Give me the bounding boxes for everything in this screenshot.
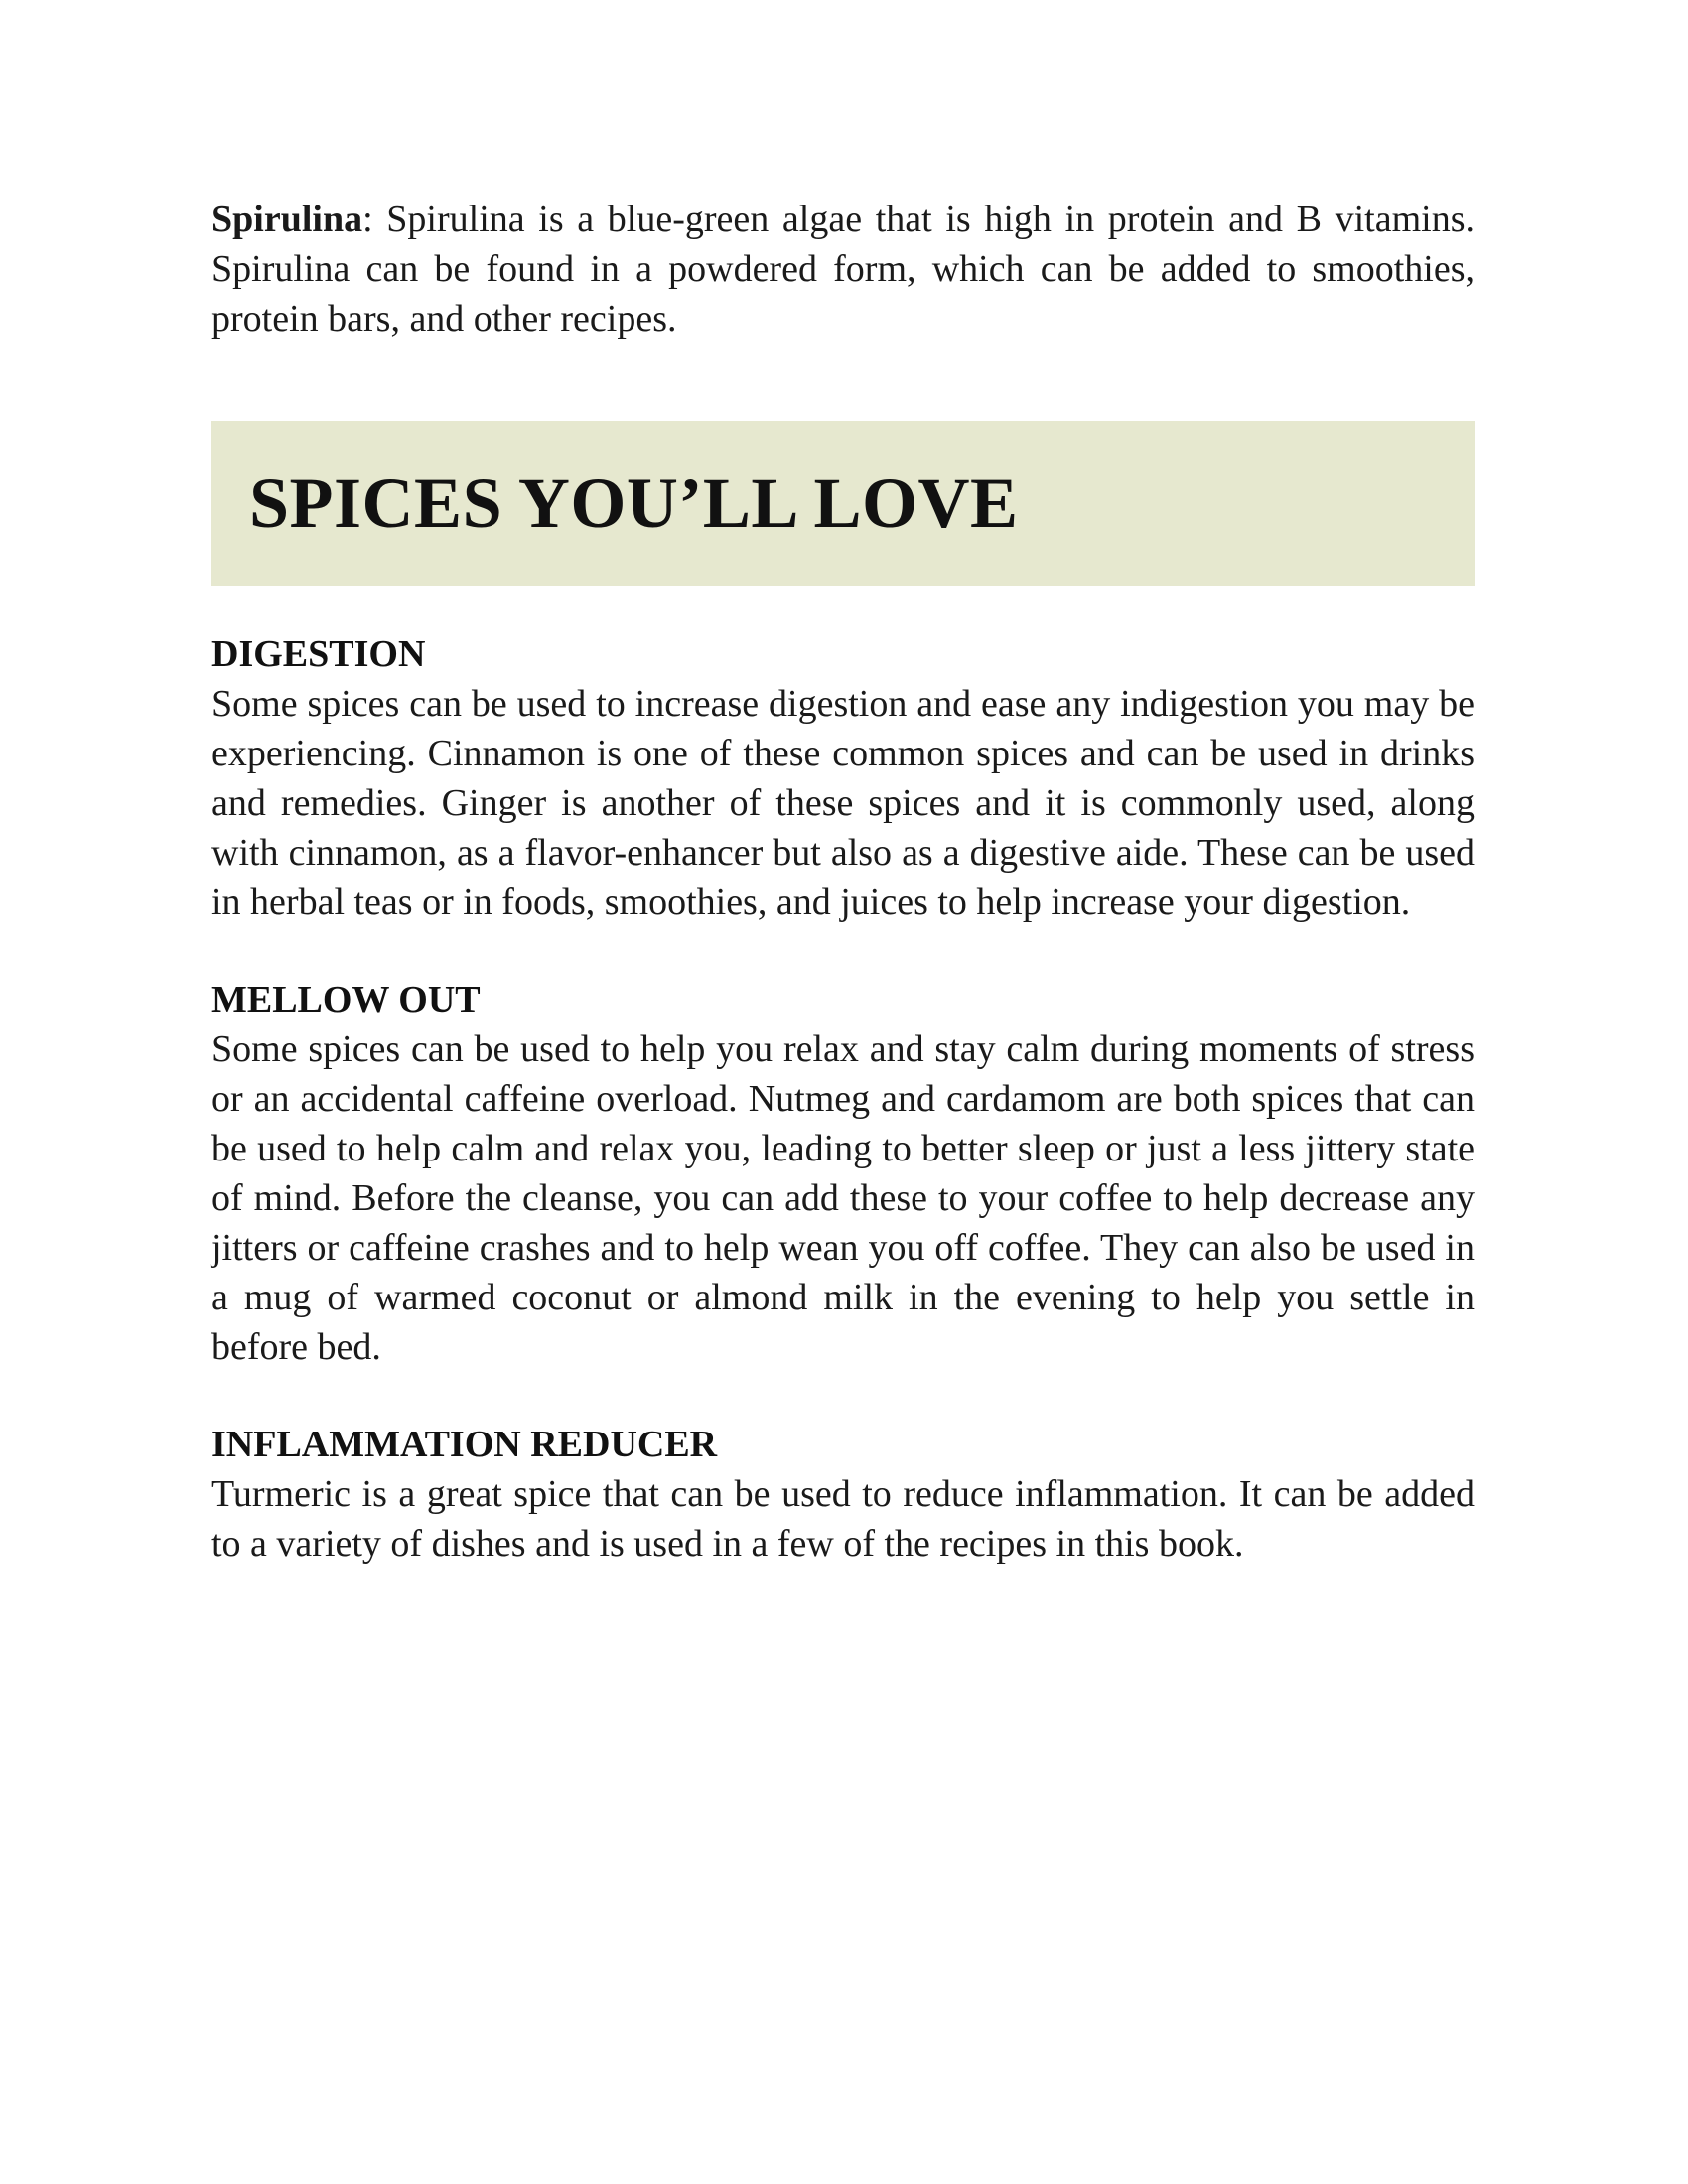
subsection-mellow-out (211, 975, 1475, 1372)
spirulina-paragraph (211, 195, 1475, 343)
subsection-inflammation-reducer (211, 1420, 1475, 1569)
subsection-body: Turmeric is a great spice that can be used to reduce inflammation. It can be added to a variety of dishes and is used in a few of the recipes in this book. (211, 1473, 1475, 1565)
spirulina-term: Spirulina (211, 199, 363, 240)
section-banner (211, 421, 1475, 586)
subsection-body: Some spices can be used to increase digestion and ease any indigestion you may be experiencing. Cinnamon is one of these common spices and can be used in drinks and remedies. Ginger is another of these spices and it is commonly used, along with cinnamon, as a flavor-enhancer but also as a digestive aide. These can be used in herbal teas or in foods, smoothies, and juices to help increase your digestion. (211, 683, 1475, 923)
section-title: SPICES YOU’LL LOVE (249, 463, 1019, 543)
spirulina-description: : Spirulina is a blue-green algae that is high in protein and B vitamins. Spirulina can be found in a powdered form, which can be added to smoothies, protein bars, and other recipes. (211, 199, 1475, 340)
subsection-heading: INFLAMMATION REDUCER (211, 1424, 718, 1465)
subsection-body: Some spices can be used to help you relax and stay calm during moments of stress or an accidental caffeine overload. Nutmeg and cardamom are both spices that can be used to help calm and relax you, leading to better sleep or just a less jittery state of mind. Before the cleanse, you can add these to your coffee to help decrease any jitters or caffeine crashes and to help wean you off coffee. They can also be used in a mug of warmed coconut or almond milk in the evening to help you settle in before bed. (211, 1028, 1475, 1368)
subsection-digestion (211, 629, 1475, 927)
subsection-heading: DIGESTION (211, 633, 426, 675)
subsection-heading: MELLOW OUT (211, 979, 481, 1021)
document-page (211, 195, 1475, 1569)
